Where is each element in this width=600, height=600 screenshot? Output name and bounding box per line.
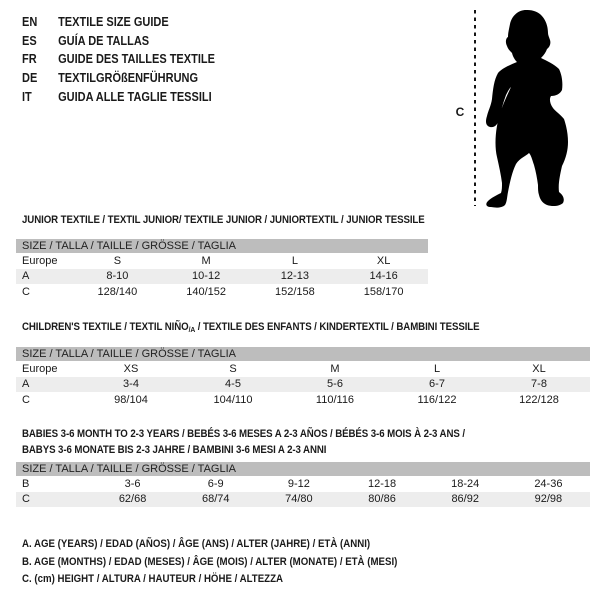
children-size-table	[16, 347, 590, 408]
cell: 4-5	[182, 377, 284, 393]
cell: 62/68	[91, 492, 174, 508]
cell: XL	[532, 362, 546, 375]
cell: 158/170	[363, 285, 404, 298]
lang-code: IT	[22, 89, 32, 104]
size-header-bar: SIZE / TALLA / TAILLE / GRÖSSE / TAGLIA	[16, 462, 590, 476]
babies-size-table	[16, 462, 590, 507]
legend-line-c: C. (cm) HEIGHT / ALTURA / HAUTEUR / HÖHE / ALTEZZA	[22, 573, 284, 585]
lang-title: GUÍA DE TALLAS	[58, 33, 150, 48]
cell: 3-6	[124, 477, 141, 490]
cell: 128/140	[97, 285, 138, 298]
size-header-bar: SIZE / TALLA / TAILLE / GRÖSSE / TAGLIA	[16, 347, 590, 361]
lang-title: GUIDE DES TAILLES TEXTILE	[58, 52, 215, 67]
cell: 14-16	[339, 269, 428, 285]
title-line: BABIES 3-6 MONTH TO 2-3 YEARS / BEBÉS 3-6 MESES A 2-3 AÑOS / BÉBÉS 3-6 MOIS À 2-3 ANS /	[22, 428, 465, 440]
cell: 9-12	[287, 477, 310, 490]
cell: 12-18	[367, 477, 397, 490]
cell: 98/104	[114, 393, 148, 406]
list-item	[22, 50, 215, 69]
cell: 68/74	[174, 492, 257, 508]
lang-title: TEXTILGRÖßENFÜHRUNG	[58, 71, 199, 86]
legend-line-a: A. AGE (YEARS) / EDAD (AÑOS) / ÂGE (ANS) / ALTER (JAHRE) / ETÀ (ANNI)	[22, 538, 371, 550]
cell: 122/128	[519, 393, 559, 406]
cell: M	[201, 254, 211, 267]
list-item	[22, 32, 215, 51]
cell: 86/92	[424, 492, 507, 508]
cell: 24-36	[534, 477, 563, 490]
children-section-title	[22, 319, 480, 338]
lang-code: EN	[22, 15, 38, 30]
junior-size-table	[16, 239, 428, 300]
title-part: CHILDREN'S TEXTILE / TEXTIL NIÑO	[22, 321, 189, 333]
list-item	[22, 69, 215, 88]
table-row	[16, 361, 590, 377]
row-label: Europe	[22, 362, 58, 375]
cell: 18-24	[451, 477, 480, 490]
cell: 110/116	[315, 393, 355, 406]
size-header-bar: SIZE / TALLA / TAILLE / GRÖSSE / TAGLIA	[16, 239, 428, 253]
cell: S	[229, 362, 237, 375]
lang-title: TEXTILE SIZE GUIDE	[58, 15, 169, 30]
cell: L	[291, 254, 298, 267]
cell: 6-9	[207, 477, 224, 490]
cell: 6-7	[386, 377, 488, 393]
table-row	[16, 253, 428, 269]
title-part: / TEXTILE DES ENFANTS / KINDERTEXTIL / BAMBINI TESSILE	[195, 321, 480, 333]
title-line: BABYS 3-6 MONATE BIS 2-3 JAHRE / BAMBINI 3-6 MESI A 2-3 ANNI	[22, 444, 327, 456]
cell: S	[113, 254, 122, 267]
table-row	[16, 269, 428, 285]
cell: 10-12	[162, 269, 251, 285]
table-row	[16, 492, 590, 508]
lang-code: ES	[22, 33, 37, 48]
babies-section-title	[22, 426, 465, 458]
cell: 152/158	[274, 285, 315, 298]
table-row	[16, 476, 590, 492]
title-subscript: /A	[188, 325, 196, 334]
lang-code: FR	[22, 52, 37, 67]
cell: 116/122	[417, 393, 457, 406]
cell: M	[330, 362, 340, 375]
cell: 104/110	[213, 393, 253, 406]
junior-section-title: JUNIOR TEXTILE / TEXTIL JUNIOR/ TEXTILE JUNIOR / JUNIORTEXTIL / JUNIOR TESSILE	[22, 214, 425, 226]
cell: 140/152	[186, 285, 226, 298]
cell: L	[433, 362, 441, 375]
cell: 92/98	[507, 492, 590, 508]
row-label: A	[16, 377, 80, 393]
row-label: A	[16, 269, 73, 285]
cell: 80/86	[340, 492, 423, 508]
row-label: Europe	[22, 254, 58, 267]
cell: 5-6	[284, 377, 386, 393]
legend-line-b: B. AGE (MONTHS) / EDAD (MESES) / ÂGE (MOIS) / ALTER (MONATE) / ETÀ (MESI)	[22, 555, 398, 568]
list-item	[22, 87, 215, 106]
measurement-legend	[22, 536, 397, 589]
language-title-list	[22, 13, 215, 106]
table-row	[16, 377, 590, 393]
list-item	[22, 13, 215, 32]
cell: XS	[123, 362, 139, 375]
toddler-silhouette	[484, 8, 590, 209]
row-label: B	[22, 477, 30, 490]
lang-code: DE	[22, 71, 38, 86]
row-label: C	[22, 285, 30, 298]
cell: 8-10	[73, 269, 162, 285]
table-row	[16, 284, 428, 300]
table-row	[16, 392, 590, 408]
lang-title: GUIDA ALLE TAGLIE TESSILI	[58, 89, 212, 104]
height-dashed-line	[474, 10, 476, 206]
height-measure-label: C	[455, 105, 465, 119]
row-label: C	[16, 492, 91, 508]
cell: 7-8	[488, 377, 590, 393]
cell: 12-13	[251, 269, 340, 285]
row-label: C	[22, 393, 30, 406]
cell: 3-4	[80, 377, 182, 393]
cell: 74/80	[257, 492, 340, 508]
cell: XL	[376, 254, 391, 267]
